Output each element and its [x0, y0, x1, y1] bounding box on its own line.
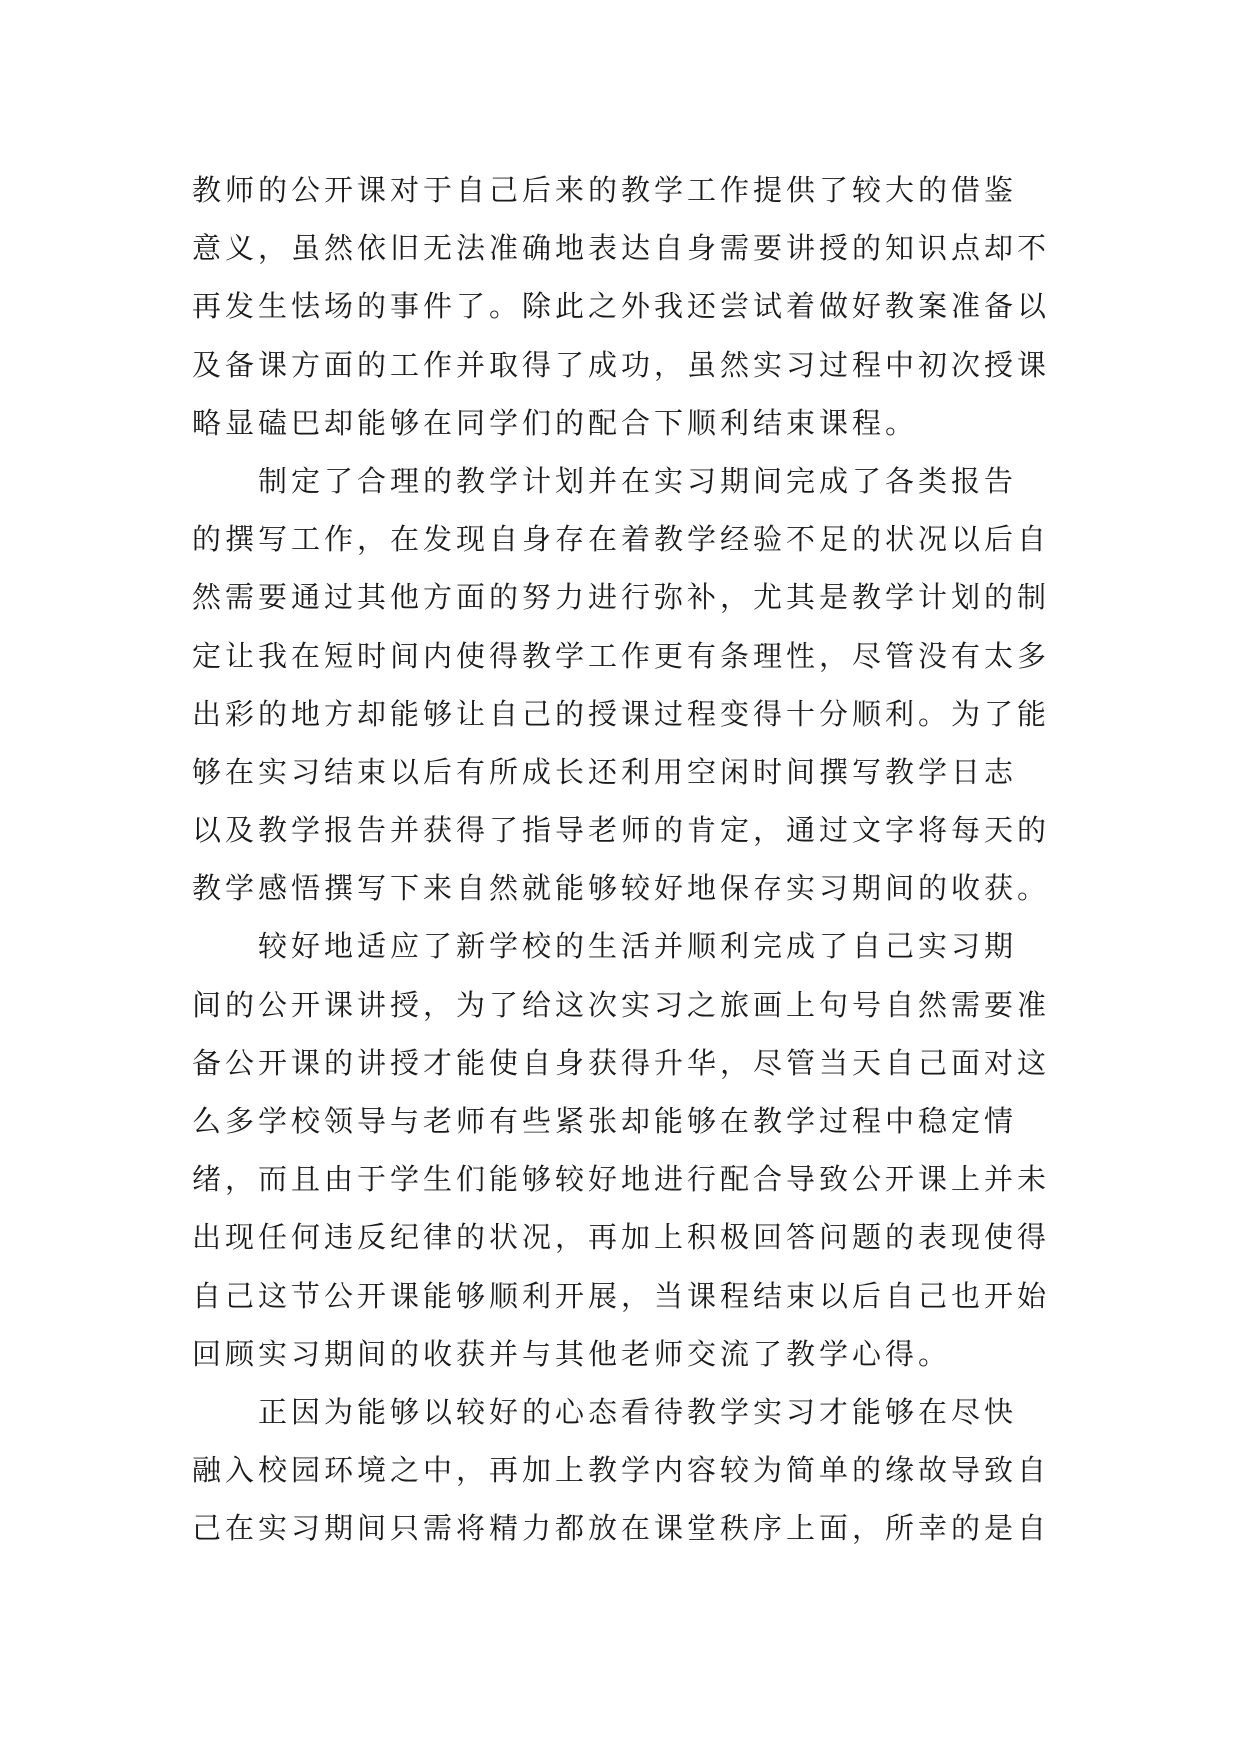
text-line: 以及教学报告并获得了指导老师的肯定，通过文字将每天的	[192, 813, 1051, 848]
body-text	[192, 161, 1052, 1558]
text-line: 制定了合理的教学计划并在实习期间完成了各类报告	[258, 463, 1018, 498]
paragraph-4	[192, 1383, 1052, 1558]
text-line: 己在实习期间只需将精力都放在课堂秩序上面，所幸的是自	[192, 1511, 1051, 1546]
paragraph-3	[192, 917, 1052, 1383]
text-line: 备公开课的讲授才能使自身获得升华，尽管当天自己面对这	[192, 1045, 1051, 1080]
text-line: 教学感悟撰写下来自然就能够较好地保存实习期间的收获。	[192, 871, 1051, 906]
text-line: 间的公开课讲授，为了给这次实习之旅画上句号自然需要准	[192, 987, 1051, 1022]
text-line: 再发生怯场的事件了。除此之外我还尝试着做好教案准备以	[192, 289, 1051, 324]
text-line: 出彩的地方却能够让自己的授课过程变得十分顺利。为了能	[192, 696, 1051, 731]
text-line: 够在实习结束以后有所成长还利用空闲时间撰写教学日志	[192, 754, 1018, 789]
paragraph-2	[192, 452, 1052, 918]
text-line: 的撰写工作，在发现自身存在着教学经验不足的状况以后自	[192, 522, 1051, 557]
text-line: 意义，虽然依旧无法准确地表达自身需要讲授的知识点却不	[192, 231, 1051, 266]
text-line: 然需要通过其他方面的努力进行弥补，尤其是教学计划的制	[192, 580, 1051, 615]
paragraph-1	[192, 161, 1052, 452]
text-line: 么多学校领导与老师有些紧张却能够在教学过程中稳定情	[192, 1104, 1018, 1138]
text-line: 回顾实习期间的收获并与其他老师交流了教学心得。	[192, 1336, 952, 1371]
text-line: 教师的公开课对于自己后来的教学工作提供了较大的借鉴	[192, 173, 1018, 207]
text-line: 略显磕巴却能够在同学们的配合下顺利结束课程。	[192, 405, 919, 440]
text-line: 正因为能够以较好的心态看待教学实习才能够在尽快	[258, 1394, 1018, 1429]
text-line: 较好地适应了新学校的生活并顺利完成了自己实习期	[258, 929, 1018, 964]
text-line: 出现任何违反纪律的状况，再加上积极回答问题的表现使得	[192, 1220, 1051, 1255]
text-line: 融入校园环境之中，再加上教学内容较为简单的缘故导致自	[192, 1453, 1051, 1488]
text-line: 及备课方面的工作并取得了成功，虽然实习过程中初次授课	[192, 347, 1051, 382]
text-line: 自己这节公开课能够顺利开展，当课程结束以后自己也开始	[192, 1278, 1051, 1313]
text-line: 绪，而且由于学生们能够较好地进行配合导致公开课上并未	[192, 1162, 1051, 1197]
text-line: 定让我在短时间内使得教学工作更有条理性，尽管没有太多	[192, 638, 1051, 673]
